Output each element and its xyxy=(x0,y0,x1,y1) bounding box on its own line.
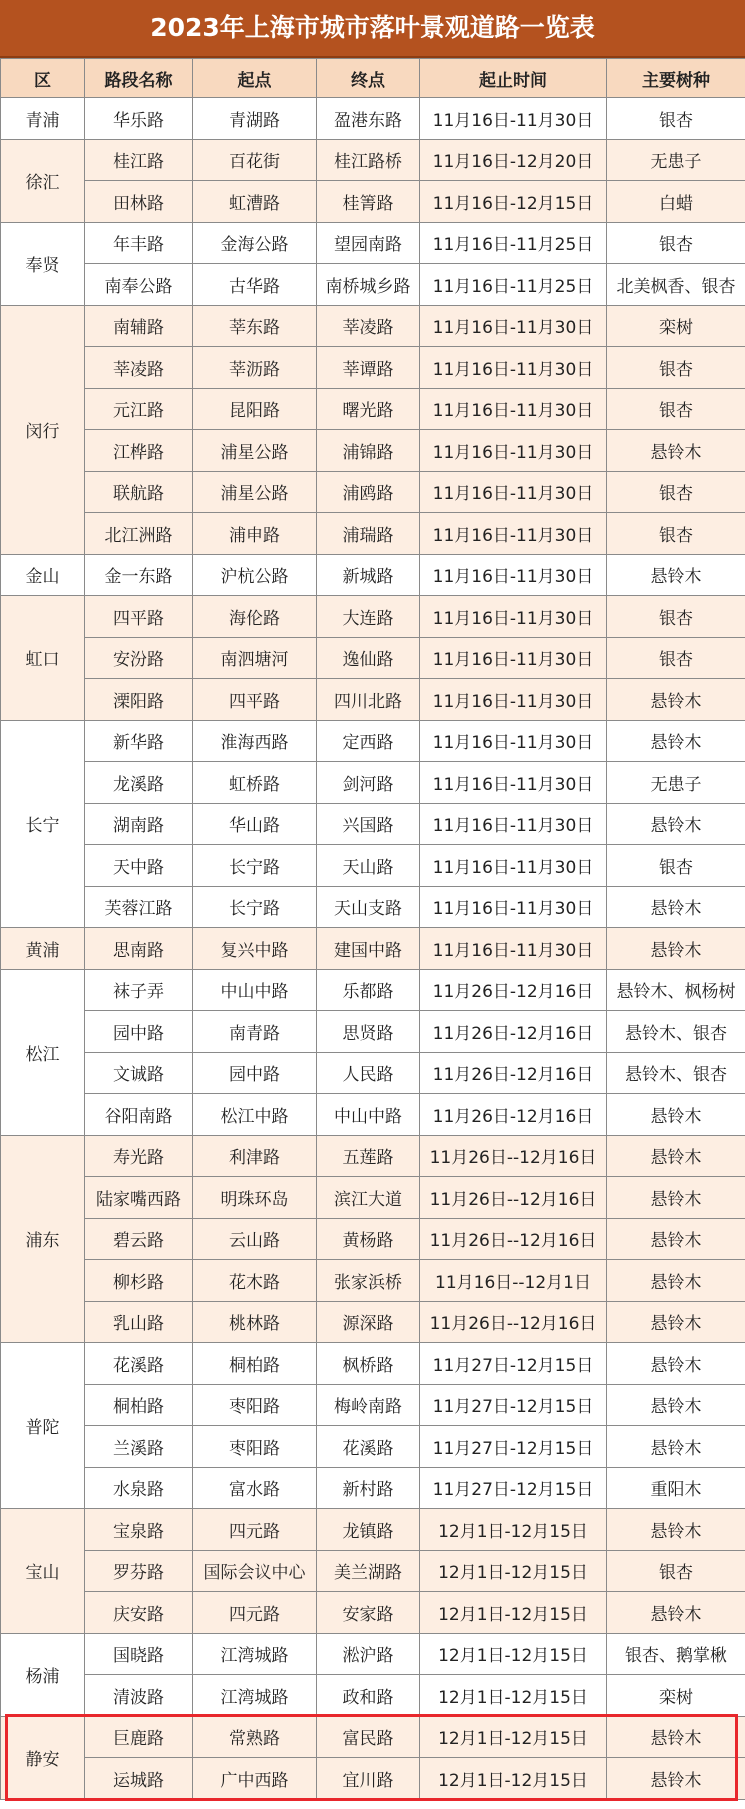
cell-district: 普陀 xyxy=(1,1343,85,1509)
cell-road: 花溪路 xyxy=(85,1343,193,1385)
table-row xyxy=(1,928,745,970)
table-row xyxy=(1,305,745,347)
cell-start: 昆阳路 xyxy=(193,388,317,430)
cell-period: 11月16日-11月30日 xyxy=(420,720,607,762)
cell-start: 浦申路 xyxy=(193,513,317,555)
header-end: 终点 xyxy=(317,59,420,98)
cell-road: 年丰路 xyxy=(85,222,193,264)
table-row xyxy=(1,1094,745,1136)
cell-tree: 栾树 xyxy=(607,305,745,347)
cell-road: 碧云路 xyxy=(85,1218,193,1260)
cell-tree: 悬铃木 xyxy=(607,1509,745,1551)
cell-road: 南奉公路 xyxy=(85,264,193,306)
cell-start: 沪杭公路 xyxy=(193,554,317,596)
table-row xyxy=(1,1177,745,1219)
cell-period: 11月16日-11月30日 xyxy=(420,637,607,679)
cell-period: 11月26日--12月16日 xyxy=(420,1177,607,1219)
cell-start: 江湾城路 xyxy=(193,1675,317,1717)
cell-period: 11月16日-11月30日 xyxy=(420,471,607,513)
cell-district: 虹口 xyxy=(1,596,85,721)
cell-tree: 银杏 xyxy=(607,388,745,430)
cell-start: 虹漕路 xyxy=(193,181,317,223)
cell-tree: 北美枫香、银杏 xyxy=(607,264,745,306)
cell-start: 淮海西路 xyxy=(193,720,317,762)
cell-tree: 银杏 xyxy=(607,596,745,638)
cell-district: 徐汇 xyxy=(1,139,85,222)
cell-end: 枫桥路 xyxy=(317,1343,420,1385)
cell-road: 柳杉路 xyxy=(85,1260,193,1302)
cell-tree: 悬铃木、枫杨树 xyxy=(607,969,745,1011)
cell-start: 园中路 xyxy=(193,1052,317,1094)
cell-tree: 银杏 xyxy=(607,347,745,389)
cell-period: 12月1日-12月15日 xyxy=(420,1550,607,1592)
cell-end: 四川北路 xyxy=(317,679,420,721)
table-row xyxy=(1,1716,745,1758)
cell-tree: 银杏、鹅掌楸 xyxy=(607,1633,745,1675)
cell-tree: 悬铃木 xyxy=(607,679,745,721)
cell-road: 天中路 xyxy=(85,845,193,887)
cell-end: 张家浜桥 xyxy=(317,1260,420,1302)
cell-tree: 悬铃木 xyxy=(607,1426,745,1468)
cell-end: 浦鸥路 xyxy=(317,471,420,513)
table-row xyxy=(1,637,745,679)
cell-tree: 悬铃木、银杏 xyxy=(607,1011,745,1053)
cell-period: 11月16日-11月25日 xyxy=(420,264,607,306)
cell-tree: 悬铃木 xyxy=(607,1758,745,1800)
cell-period: 11月16日-11月30日 xyxy=(420,513,607,555)
cell-tree: 悬铃木 xyxy=(607,430,745,472)
cell-end: 桂江路桥 xyxy=(317,139,420,181)
cell-end: 莘谭路 xyxy=(317,347,420,389)
table-row xyxy=(1,720,745,762)
cell-start: 华山路 xyxy=(193,803,317,845)
cell-end: 黄杨路 xyxy=(317,1218,420,1260)
cell-end: 中山中路 xyxy=(317,1094,420,1136)
cell-period: 11月27日-12月15日 xyxy=(420,1426,607,1468)
cell-period: 11月26日-12月16日 xyxy=(420,969,607,1011)
cell-start: 南泗塘河 xyxy=(193,637,317,679)
cell-road: 庆安路 xyxy=(85,1592,193,1634)
cell-tree: 悬铃木 xyxy=(607,1716,745,1758)
cell-district: 青浦 xyxy=(1,98,85,140)
cell-road: 金一东路 xyxy=(85,554,193,596)
cell-road: 龙溪路 xyxy=(85,762,193,804)
cell-road: 联航路 xyxy=(85,471,193,513)
cell-road: 四平路 xyxy=(85,596,193,638)
cell-period: 11月16日-12月15日 xyxy=(420,181,607,223)
cell-start: 复兴中路 xyxy=(193,928,317,970)
cell-road: 国晓路 xyxy=(85,1633,193,1675)
cell-end: 人民路 xyxy=(317,1052,420,1094)
table-row xyxy=(1,679,745,721)
cell-end: 新城路 xyxy=(317,554,420,596)
cell-district: 静安 xyxy=(1,1716,85,1799)
cell-period: 11月16日-11月30日 xyxy=(420,554,607,596)
table-row xyxy=(1,1260,745,1302)
table-row xyxy=(1,471,745,513)
cell-end: 南桥城乡路 xyxy=(317,264,420,306)
cell-period: 11月16日-11月30日 xyxy=(420,430,607,472)
cell-district: 黄浦 xyxy=(1,928,85,970)
cell-start: 虹桥路 xyxy=(193,762,317,804)
cell-tree: 银杏 xyxy=(607,222,745,264)
cell-period: 11月16日-11月30日 xyxy=(420,679,607,721)
cell-road: 宝泉路 xyxy=(85,1509,193,1551)
cell-period: 12月1日-12月15日 xyxy=(420,1592,607,1634)
cell-period: 11月16日-11月30日 xyxy=(420,305,607,347)
cell-end: 梅岭南路 xyxy=(317,1384,420,1426)
table-row xyxy=(1,1758,745,1800)
cell-district: 闵行 xyxy=(1,305,85,554)
cell-end: 花溪路 xyxy=(317,1426,420,1468)
cell-period: 11月16日-11月30日 xyxy=(420,98,607,140)
cell-start: 松江中路 xyxy=(193,1094,317,1136)
cell-end: 逸仙路 xyxy=(317,637,420,679)
cell-tree: 无患子 xyxy=(607,139,745,181)
cell-tree: 悬铃木 xyxy=(607,1177,745,1219)
cell-start: 莘沥路 xyxy=(193,347,317,389)
cell-start: 常熟路 xyxy=(193,1716,317,1758)
cell-district: 奉贤 xyxy=(1,222,85,305)
cell-period: 11月16日-11月30日 xyxy=(420,596,607,638)
cell-road: 袜子弄 xyxy=(85,969,193,1011)
cell-end: 美兰湖路 xyxy=(317,1550,420,1592)
cell-road: 巨鹿路 xyxy=(85,1716,193,1758)
cell-period: 11月16日-11月30日 xyxy=(420,803,607,845)
table-row xyxy=(1,264,745,306)
cell-road: 兰溪路 xyxy=(85,1426,193,1468)
header-row xyxy=(1,59,745,98)
cell-end: 建国中路 xyxy=(317,928,420,970)
cell-end: 源深路 xyxy=(317,1301,420,1343)
cell-period: 12月1日-12月15日 xyxy=(420,1758,607,1800)
cell-start: 四元路 xyxy=(193,1509,317,1551)
cell-road: 北江洲路 xyxy=(85,513,193,555)
table-row xyxy=(1,845,745,887)
cell-start: 花木路 xyxy=(193,1260,317,1302)
cell-start: 利津路 xyxy=(193,1135,317,1177)
table-row xyxy=(1,554,745,596)
cell-period: 11月26日-12月16日 xyxy=(420,1094,607,1136)
cell-end: 富民路 xyxy=(317,1716,420,1758)
cell-road: 思南路 xyxy=(85,928,193,970)
table-row xyxy=(1,886,745,928)
cell-tree: 悬铃木 xyxy=(607,1343,745,1385)
cell-start: 四元路 xyxy=(193,1592,317,1634)
cell-start: 桃林路 xyxy=(193,1301,317,1343)
cell-period: 11月26日--12月16日 xyxy=(420,1218,607,1260)
table-row xyxy=(1,1592,745,1634)
table-row xyxy=(1,1011,745,1053)
cell-end: 政和路 xyxy=(317,1675,420,1717)
cell-start: 海伦路 xyxy=(193,596,317,638)
cell-start: 南青路 xyxy=(193,1011,317,1053)
cell-tree: 悬铃木 xyxy=(607,1135,745,1177)
cell-district: 长宁 xyxy=(1,720,85,928)
cell-period: 11月16日-11月30日 xyxy=(420,886,607,928)
cell-district: 杨浦 xyxy=(1,1633,85,1716)
cell-road: 新华路 xyxy=(85,720,193,762)
cell-start: 金海公路 xyxy=(193,222,317,264)
cell-period: 11月27日-12月15日 xyxy=(420,1343,607,1385)
cell-period: 11月27日-12月15日 xyxy=(420,1467,607,1509)
cell-end: 盈港东路 xyxy=(317,98,420,140)
cell-period: 12月1日-12月15日 xyxy=(420,1675,607,1717)
cell-road: 清波路 xyxy=(85,1675,193,1717)
table-row xyxy=(1,222,745,264)
table-row xyxy=(1,347,745,389)
cell-tree: 悬铃木 xyxy=(607,928,745,970)
cell-tree: 栾树 xyxy=(607,1675,745,1717)
header-period: 起止时间 xyxy=(420,59,607,98)
cell-tree: 无患子 xyxy=(607,762,745,804)
cell-start: 明珠环岛 xyxy=(193,1177,317,1219)
cell-tree: 银杏 xyxy=(607,471,745,513)
header-start: 起点 xyxy=(193,59,317,98)
cell-road: 乳山路 xyxy=(85,1301,193,1343)
cell-road: 桐柏路 xyxy=(85,1384,193,1426)
cell-end: 桂箐路 xyxy=(317,181,420,223)
cell-tree: 悬铃木 xyxy=(607,886,745,928)
cell-period: 11月16日-11月30日 xyxy=(420,347,607,389)
cell-end: 淞沪路 xyxy=(317,1633,420,1675)
cell-end: 思贤路 xyxy=(317,1011,420,1053)
cell-start: 青湖路 xyxy=(193,98,317,140)
cell-period: 11月26日-12月16日 xyxy=(420,1052,607,1094)
cell-tree: 银杏 xyxy=(607,1550,745,1592)
table-row xyxy=(1,1135,745,1177)
cell-start: 广中西路 xyxy=(193,1758,317,1800)
table-row xyxy=(1,139,745,181)
table-row xyxy=(1,513,745,555)
cell-tree: 悬铃木、银杏 xyxy=(607,1052,745,1094)
cell-start: 四平路 xyxy=(193,679,317,721)
roads-table xyxy=(0,58,745,1800)
cell-end: 新村路 xyxy=(317,1467,420,1509)
cell-tree: 悬铃木 xyxy=(607,1301,745,1343)
cell-road: 溧阳路 xyxy=(85,679,193,721)
cell-road: 桂江路 xyxy=(85,139,193,181)
cell-tree: 白蜡 xyxy=(607,181,745,223)
table-row xyxy=(1,1426,745,1468)
cell-road: 文诚路 xyxy=(85,1052,193,1094)
table-row xyxy=(1,1218,745,1260)
table-row xyxy=(1,388,745,430)
cell-district: 松江 xyxy=(1,969,85,1135)
cell-start: 莘东路 xyxy=(193,305,317,347)
cell-tree: 悬铃木 xyxy=(607,720,745,762)
cell-tree: 银杏 xyxy=(607,98,745,140)
table-row xyxy=(1,1675,745,1717)
table-row xyxy=(1,181,745,223)
cell-road: 田林路 xyxy=(85,181,193,223)
cell-tree: 悬铃木 xyxy=(607,554,745,596)
header-district: 区 xyxy=(1,59,85,98)
cell-start: 长宁路 xyxy=(193,845,317,887)
cell-end: 定西路 xyxy=(317,720,420,762)
cell-period: 11月16日-11月30日 xyxy=(420,845,607,887)
cell-road: 湖南路 xyxy=(85,803,193,845)
cell-start: 枣阳路 xyxy=(193,1384,317,1426)
cell-road: 园中路 xyxy=(85,1011,193,1053)
table-row xyxy=(1,762,745,804)
table-row xyxy=(1,1633,745,1675)
cell-end: 天山支路 xyxy=(317,886,420,928)
cell-road: 莘凌路 xyxy=(85,347,193,389)
cell-end: 五莲路 xyxy=(317,1135,420,1177)
cell-end: 曙光路 xyxy=(317,388,420,430)
cell-road: 陆家嘴西路 xyxy=(85,1177,193,1219)
cell-end: 剑河路 xyxy=(317,762,420,804)
table-row xyxy=(1,1343,745,1385)
cell-road: 南辅路 xyxy=(85,305,193,347)
cell-period: 11月16日--12月1日 xyxy=(420,1260,607,1302)
cell-start: 浦星公路 xyxy=(193,430,317,472)
cell-start: 浦星公路 xyxy=(193,471,317,513)
cell-period: 11月26日--12月16日 xyxy=(420,1301,607,1343)
table-row xyxy=(1,1509,745,1551)
cell-period: 11月16日-11月30日 xyxy=(420,762,607,804)
cell-period: 12月1日-12月15日 xyxy=(420,1633,607,1675)
cell-tree: 悬铃木 xyxy=(607,1592,745,1634)
cell-tree: 银杏 xyxy=(607,845,745,887)
cell-road: 芙蓉江路 xyxy=(85,886,193,928)
cell-period: 11月16日-11月25日 xyxy=(420,222,607,264)
cell-end: 莘凌路 xyxy=(317,305,420,347)
cell-road: 元江路 xyxy=(85,388,193,430)
cell-start: 富水路 xyxy=(193,1467,317,1509)
cell-period: 11月16日-12月20日 xyxy=(420,139,607,181)
cell-end: 乐都路 xyxy=(317,969,420,1011)
cell-end: 安家路 xyxy=(317,1592,420,1634)
cell-start: 云山路 xyxy=(193,1218,317,1260)
cell-end: 宜川路 xyxy=(317,1758,420,1800)
cell-period: 11月26日--12月16日 xyxy=(420,1135,607,1177)
cell-road: 罗芬路 xyxy=(85,1550,193,1592)
cell-road: 华乐路 xyxy=(85,98,193,140)
table-row xyxy=(1,969,745,1011)
table-row xyxy=(1,1550,745,1592)
table-row xyxy=(1,98,745,140)
cell-end: 浦瑞路 xyxy=(317,513,420,555)
cell-district: 金山 xyxy=(1,554,85,596)
cell-road: 谷阳南路 xyxy=(85,1094,193,1136)
cell-start: 百花街 xyxy=(193,139,317,181)
cell-tree: 悬铃木 xyxy=(607,1260,745,1302)
table-title: 2023年上海市城市落叶景观道路一览表 xyxy=(0,0,745,58)
cell-end: 大连路 xyxy=(317,596,420,638)
cell-tree: 银杏 xyxy=(607,513,745,555)
cell-road: 运城路 xyxy=(85,1758,193,1800)
cell-start: 江湾城路 xyxy=(193,1633,317,1675)
cell-period: 11月16日-11月30日 xyxy=(420,928,607,970)
table-body xyxy=(1,98,745,1800)
cell-end: 龙镇路 xyxy=(317,1509,420,1551)
table-row xyxy=(1,1052,745,1094)
cell-tree: 悬铃木 xyxy=(607,803,745,845)
cell-road: 水泉路 xyxy=(85,1467,193,1509)
cell-district: 宝山 xyxy=(1,1509,85,1634)
cell-start: 长宁路 xyxy=(193,886,317,928)
cell-end: 兴国路 xyxy=(317,803,420,845)
cell-tree: 悬铃木 xyxy=(607,1094,745,1136)
cell-period: 11月26日-12月16日 xyxy=(420,1011,607,1053)
header-road: 路段名称 xyxy=(85,59,193,98)
cell-tree: 悬铃木 xyxy=(607,1384,745,1426)
cell-end: 滨江大道 xyxy=(317,1177,420,1219)
table-row xyxy=(1,596,745,638)
header-tree: 主要树种 xyxy=(607,59,745,98)
cell-start: 国际会议中心 xyxy=(193,1550,317,1592)
cell-period: 11月27日-12月15日 xyxy=(420,1384,607,1426)
cell-end: 天山路 xyxy=(317,845,420,887)
cell-road: 寿光路 xyxy=(85,1135,193,1177)
cell-start: 中山中路 xyxy=(193,969,317,1011)
cell-start: 桐柏路 xyxy=(193,1343,317,1385)
cell-road: 安汾路 xyxy=(85,637,193,679)
table-row xyxy=(1,1301,745,1343)
cell-start: 古华路 xyxy=(193,264,317,306)
cell-end: 望园南路 xyxy=(317,222,420,264)
cell-start: 枣阳路 xyxy=(193,1426,317,1468)
table-row xyxy=(1,803,745,845)
table-row xyxy=(1,1384,745,1426)
cell-road: 江桦路 xyxy=(85,430,193,472)
cell-period: 12月1日-12月15日 xyxy=(420,1716,607,1758)
table-row xyxy=(1,1467,745,1509)
table-row xyxy=(1,430,745,472)
cell-tree: 悬铃木 xyxy=(607,1218,745,1260)
cell-district: 浦东 xyxy=(1,1135,85,1343)
cell-period: 12月1日-12月15日 xyxy=(420,1509,607,1551)
cell-tree: 银杏 xyxy=(607,637,745,679)
cell-tree: 重阳木 xyxy=(607,1467,745,1509)
cell-period: 11月16日-11月30日 xyxy=(420,388,607,430)
cell-end: 浦锦路 xyxy=(317,430,420,472)
